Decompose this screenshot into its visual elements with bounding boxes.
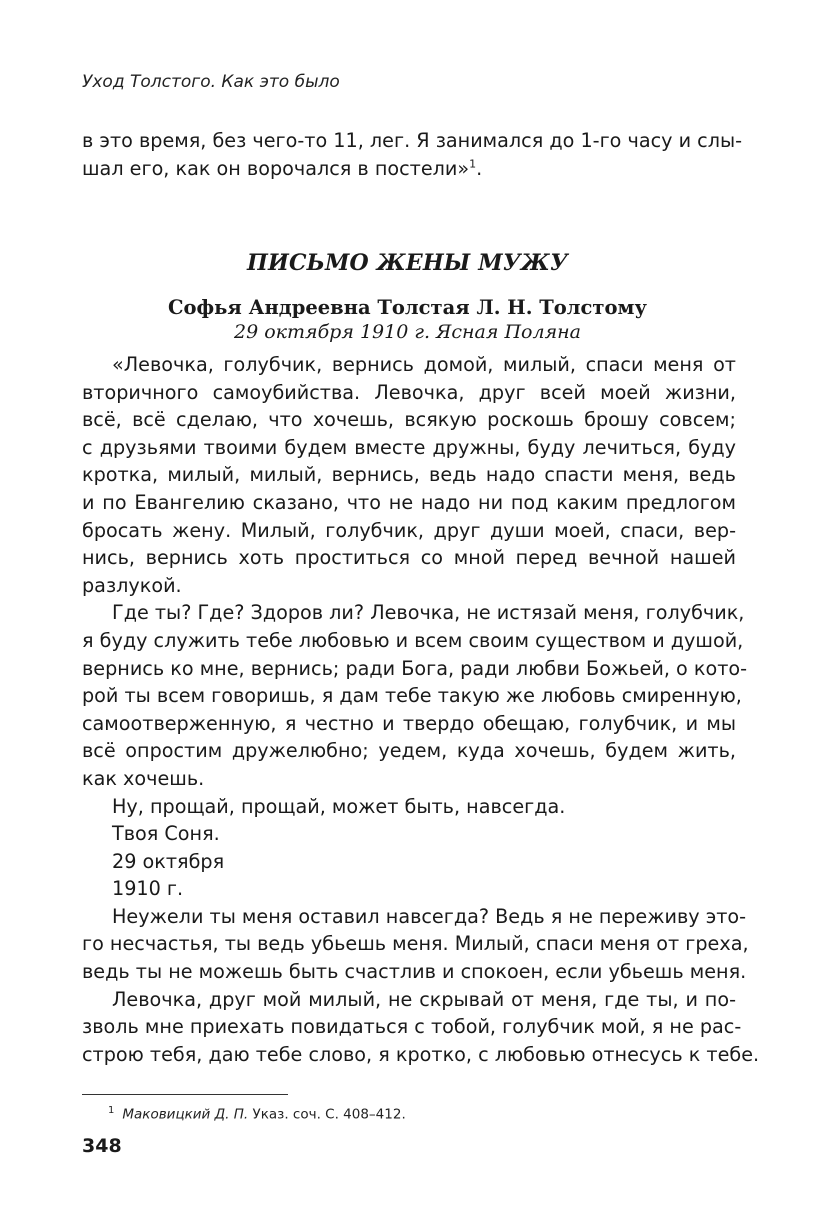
footnote-rule	[82, 1094, 288, 1095]
body-line: ведь ты не можешь быть счастлив и спокоен, если убьешь меня.	[82, 960, 747, 984]
letter-heading: Софья Андреевна Толстая Л. Н. Толстому	[168, 296, 647, 319]
body-line: кротка, милый, милый, вернись, ведь надо спасти меня, ведь	[82, 463, 736, 487]
letter-body	[82, 351, 760, 1068]
signature-date: 29 октября	[112, 849, 225, 873]
running-head: Уход Толстого. Как это было	[82, 72, 340, 92]
body-line: Ну, прощай, прощай, может быть, навсегда.	[112, 794, 566, 818]
body-line: с друзьями твоими будем вместе дружны, буду лечиться, буду	[82, 435, 736, 459]
body-line: Где ты? Где? Здоров ли? Левочка, не истязай меня, голубчик,	[112, 601, 745, 625]
signature-year: 1910 г.	[112, 877, 184, 901]
letter-dateline: 29 октября 1910 г. Ясная Поляна	[233, 321, 582, 343]
body-line: разлукой.	[82, 573, 182, 597]
body-line: и по Евангелию сказано, что не надо ни под каким предлогом	[82, 490, 736, 514]
intro-paragraph	[82, 127, 743, 182]
body-line: самоотверженную, я честно и твердо обещаю, голубчик, и мы	[82, 711, 736, 735]
footnote	[108, 1105, 406, 1123]
intro-line-2-end: .	[476, 156, 483, 180]
body-line: как хочешь.	[82, 766, 205, 790]
body-line: вторичного самоубийства. Левочка, друг всей моей жизни,	[82, 380, 736, 404]
footnote-author: Маковицкий Д. П.	[122, 1106, 249, 1123]
intro-line-1: в это время, без чего-то 11, лег. Я занимался до 1-го часу и слы-	[82, 129, 743, 152]
intro-line-2-text: шал его, как он ворочался в постели»	[82, 156, 470, 180]
body-line: Неужели ты меня оставил навсегда? Ведь я не переживу это-	[112, 904, 747, 928]
body-line: бросать жену. Милый, голубчик, друг души моей, спаси, вер-	[82, 518, 736, 542]
page-number: 348	[82, 1135, 122, 1157]
section-title: ПИСЬМО ЖЕНЫ МУЖУ	[246, 250, 569, 276]
body-line: «Левочка, голубчик, вернись домой, милый, спаси меня от	[112, 353, 736, 376]
body-line: я буду служить тебе любовью и всем своим существом и душой,	[82, 628, 744, 652]
body-line: всё опростим дружелюбно; уедем, куда хочешь, будем жить,	[82, 739, 736, 763]
body-line: всё, всё сделаю, что хочешь, всякую роскошь брошу совсем;	[82, 408, 736, 432]
body-line: Левочка, друг мой милый, не скрывай от меня, где ты, и по-	[112, 987, 736, 1011]
intro-line-2	[82, 155, 736, 183]
body-line: рой ты всем говоришь, я дам тебе такую же любовь смиренную,	[82, 684, 742, 708]
body-line: зволь мне приехать повидаться с тобой, голубчик мой, я не рас-	[82, 1015, 742, 1039]
body-line: нись, вернись хоть проститься со мной перед вечной нашей	[82, 546, 736, 570]
signature: Твоя Соня.	[112, 822, 220, 846]
footnote-citation: Указ. соч. С. 408–412.	[248, 1106, 406, 1123]
body-line: вернись ко мне, вернись; ради Бога, ради любви Божьей, о кото-	[82, 656, 748, 680]
body-line: строю тебя, даю тебе слово, я кротко, с любовью отнесусь к тебе.	[82, 1042, 760, 1066]
footnote-number: 1	[108, 1105, 115, 1116]
body-line: го несчастья, ты ведь убьешь меня. Милый, спаси меня от греха,	[82, 932, 749, 956]
footnote-reference: 1	[469, 157, 477, 171]
